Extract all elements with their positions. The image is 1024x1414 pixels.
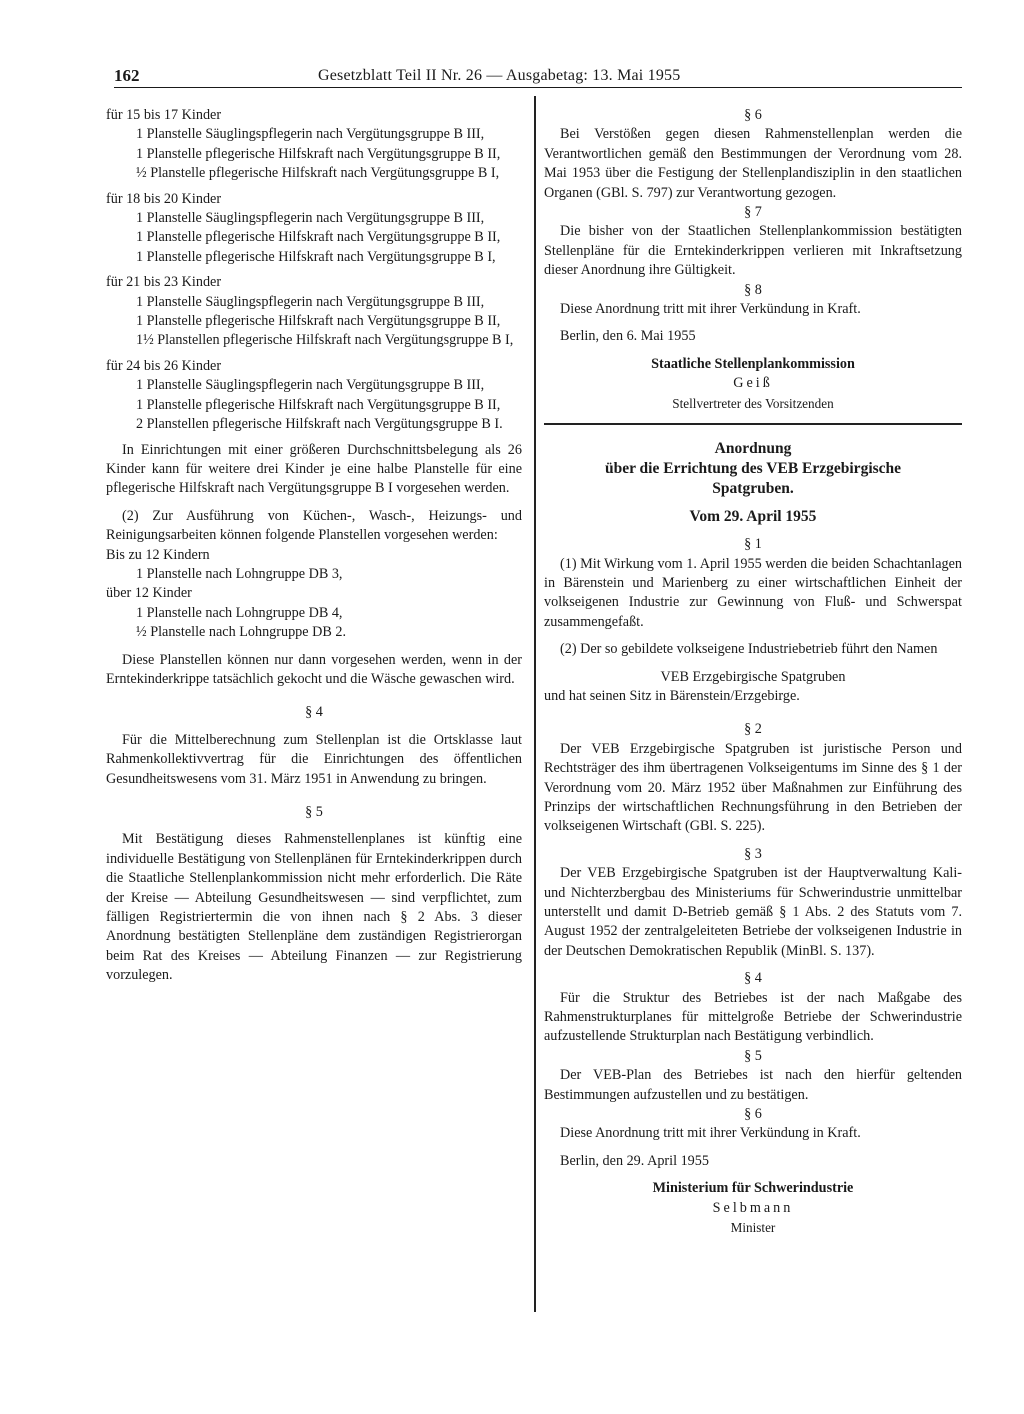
section-heading: § 6 (744, 107, 762, 123)
group-item: 1 Planstelle Säuglingspflegerin nach Vergütungsgruppe B III, (136, 377, 485, 394)
section-heading: § 5 (744, 1047, 762, 1064)
section-text: Diese Anordnung tritt mit ihrer Verkündung in Kraft. (560, 301, 861, 318)
section-separator (544, 423, 962, 425)
list-item: 1 Planstelle nach Lohngruppe DB 3, (136, 565, 343, 582)
section-heading: § 7 (744, 204, 762, 221)
section-text: Diese Anordnung tritt mit ihrer Verkündung in Kraft. (560, 1125, 861, 1142)
section-heading: § 6 (744, 1106, 762, 1123)
group-item: 1 Planstelle Säuglingspflegerin nach Vergütungsgruppe B III, (136, 210, 485, 227)
group-item: 1 Planstelle pflegerische Hilfskraft nach Vergütungsgruppe B I, (136, 248, 496, 265)
section-text: Bei Verstößen gegen diesen Rahmenstellenplan werden die Verantwortlichen gemäß den Bestimmungen der Verordnung vom 28. Mai 1953 über die Festigung der Stellenplandisziplin in den staatlichen Organen (GBl. S. 797) zur Verantwortung gezogen. (544, 126, 962, 201)
section-text: Die bisher von der Staatlichen Stellenplankommission bestätigten Stellenpläne für die Erntekinderkrippen verlieren mit Inkraftsetzung dieser Anordnung ihre Gültigkeit. (544, 223, 962, 279)
group-item: 1 Planstelle pflegerische Hilfskraft nach Vergütungsgruppe B II, (136, 396, 501, 413)
paragraph-2: (2) Zur Ausführung von Küchen-, Wasch-, Heizungs- und Reinigungsarbeiten können folgende Planstellen vorgesehen werden: (106, 507, 522, 544)
company-name: VEB Erzgebirgische Spatgruben (660, 668, 846, 685)
order-title: Anordnung (714, 440, 792, 458)
group-title: für 21 bis 23 Kinder (106, 274, 222, 291)
group-item: 1 Planstelle Säuglingspflegerin nach Vergütungsgruppe B III, (136, 293, 485, 310)
sub-heading: über 12 Kinder (106, 585, 192, 602)
section-heading: § 5 (305, 804, 323, 820)
sub-heading: Bis zu 12 Kindern (106, 546, 210, 563)
group-title: für 15 bis 17 Kinder (106, 107, 222, 123)
signature-date: Berlin, den 29. April 1955 (560, 1152, 709, 1169)
section-heading: § 3 (744, 845, 762, 862)
signature-date: Berlin, den 6. Mai 1955 (560, 328, 696, 345)
paragraph-diese: Diese Planstellen können nur dann vorgesehen werden, wenn in der Erntekinderkrippe tatsächlich gekocht und die Wäsche gewaschen wird. (106, 651, 522, 687)
order-title: Spatgruben. (712, 480, 794, 498)
column-divider (534, 96, 536, 1312)
page-header (114, 64, 962, 88)
section-text: (1) Mit Wirkung vom 1. April 1955 werden die beiden Schachtanlagen in Bärenstein und Marienberg zu einer wirtschaftlichen Einheit der volkseigenen Industrie zur Gewinnung von Fluß- und Schwerspat zusammengefaßt. (544, 555, 962, 630)
signatory-name: Geiß (733, 375, 773, 392)
order-date: Vom 29. April 1955 (689, 508, 817, 526)
group-item: 1 Planstelle Säuglingspflegerin nach Vergütungsgruppe B III, (136, 126, 485, 143)
group-item: 1 Planstelle pflegerische Hilfskraft nach Vergütungsgruppe B II, (136, 229, 501, 246)
staff-group (106, 106, 522, 184)
group-item: 1 Planstelle pflegerische Hilfskraft nach Vergütungsgruppe B II, (136, 313, 501, 330)
section-heading: § 8 (744, 281, 762, 298)
left-column (106, 106, 522, 986)
page-number: 162 (114, 66, 140, 85)
group-item: 1½ Planstellen pflegerische Hilfskraft nach Vergütungsgruppe B I, (136, 332, 514, 349)
signing-authority: Staatliche Stellenplankommission (651, 355, 855, 372)
section-heading: § 2 (744, 721, 762, 738)
section-heading: § 1 (744, 536, 762, 553)
staff-group (106, 357, 522, 435)
section-text: Für die Struktur des Betriebes ist der nach Maßgabe des Rahmenstrukturplanes für mittelgroße Betriebe der Schwerindustrie aufzustellende Strukturplan nach Bestätigung verbindlich. (544, 989, 962, 1045)
section-text: Mit Bestätigung dieses Rahmenstellenplanes ist künftig eine individuelle Bestätigung von Stellenplänen für Erntekinderkrippen durch die Staatliche Stellenplankommission nicht mehr erforderlich. Die Räte der Kreise — Abteilung Gesundheitswesen — sind verpflichtet, zum fälligen Registriertermin die von ihnen nach § 2 Abs. 3 dieser Anordnung bestätigten Stellenpläne dem zuständigen Registrierorgan beim Rat des Kreises — Abteilung Finanzen — zur Registrierung vorzulegen. (106, 831, 522, 984)
paragraph-larger-facilities: In Einrichtungen mit einer größeren Durchschnittsbelegung als 26 Kinder kann für weitere drei Kinder je eine halbe Planstelle für eine pflegerische Hilfskraft nach Vergütungsgruppe B I vorgesehen werden. (106, 441, 522, 497)
group-title: für 18 bis 20 Kinder (106, 190, 222, 207)
staff-group (106, 190, 522, 268)
group-title: für 24 bis 26 Kinder (106, 357, 222, 374)
group-item: 1 Planstelle pflegerische Hilfskraft nach Vergütungsgruppe B II, (136, 145, 501, 162)
section-text: Der VEB Erzgebirgische Spatgruben ist der Hauptverwaltung Kali- und Nichterzbergbau des Ministeriums für Schwerindustrie unmittelbar unterstellt und damit D-Betrieb gemäß § 1 Abs. 2 des Statuts vom 7. August 1952 der zentralgeleiteten Betriebe der volkseigenen Industrie in der Deutschen Demokratischen Republik (MinBl. S. 137). (544, 865, 962, 959)
section-text: Für die Mittelberechnung zum Stellenplan ist die Ortsklasse laut Rahmenkollektivvertrag für die Einrichtungen des öffentlichen Gesundheitswesens vom 31. März 1951 in Anwendung zu bringen. (106, 731, 522, 787)
group-item: 2 Planstellen pflegerische Hilfskraft nach Vergütungsgruppe B I. (136, 416, 503, 433)
section-text: Der VEB-Plan des Betriebes ist nach den hierfür geltenden Bestimmungen aufzustellen und zu bestätigen. (544, 1067, 962, 1103)
signatory-role: Stellvertreter des Vorsitzenden (672, 395, 834, 411)
signatory-name: Selbmann (712, 1199, 794, 1216)
right-column (544, 106, 962, 1238)
section-heading: § 4 (305, 704, 323, 721)
section-text: und hat seinen Sitz in Bärenstein/Erzgebirge. (544, 687, 800, 704)
list-item: ½ Planstelle nach Lohngruppe DB 2. (136, 624, 347, 641)
staff-group (106, 273, 522, 351)
order-title: über die Errichtung des VEB Erzgebirgische (604, 460, 902, 478)
section-heading: § 4 (744, 970, 762, 987)
signatory-role: Minister (730, 1220, 776, 1236)
running-title: Gesetzblatt Teil II Nr. 26 — Ausgabetag: 13. Mai 1955 (318, 67, 681, 84)
section-text: Der VEB Erzgebirgische Spatgruben ist juristische Person und Rechtsträger des ihm übertragenen Volkseigentums im Sinne des § 1 der Verordnung vom 20. März 1952 über Maßnahmen zur Einführung des Prinzips der wirtschaftlichen Rechnungsführung in den Betrieben der volkseigenen Wirtschaft (GBl. S. 225). (544, 740, 962, 835)
group-item: ½ Planstelle pflegerische Hilfskraft nach Vergütungsgruppe B I, (136, 165, 500, 182)
list-item: 1 Planstelle nach Lohngruppe DB 4, (136, 604, 343, 621)
section-text: (2) Der so gebildete volkseigene Industriebetrieb führt den Namen (560, 641, 938, 658)
signing-authority: Ministerium für Schwerindustrie (652, 1180, 854, 1197)
